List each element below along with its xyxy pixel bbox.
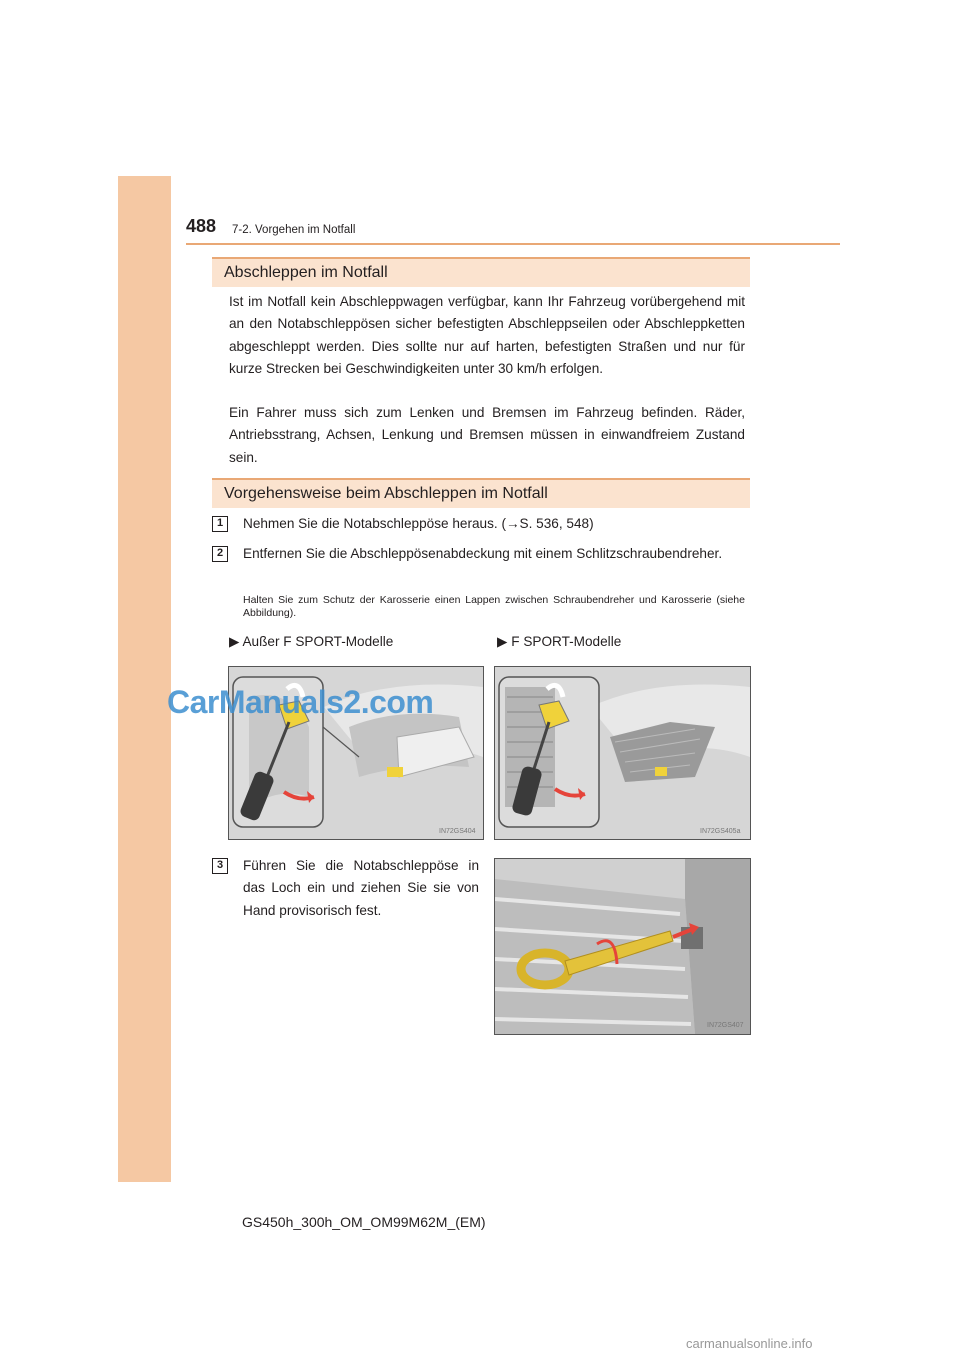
watermark-logo: CarManuals2.com [167,684,434,720]
page-number: 488 [186,216,217,236]
step-2-text: Entfernen Sie die Abschleppösenabdeckung mit einem Schlitzschraubendreher. [243,546,723,561]
figure-fsport-model [494,666,751,840]
bottom-watermark: carmanualsonline.info [686,1336,813,1351]
header-rule [186,243,840,245]
step-2-note: Halten Sie zum Schutz der Karosserie einen Lappen zwischen Schraubendreher und Karosserie (siehe Abbildung). [243,594,745,619]
heading-emergency-towing: Abschleppen im Notfall [212,257,750,287]
step-1-text: Nehmen Sie die Notabschleppöse heraus. (→S. 536, 548) [243,516,594,531]
figure-code-3: IN72GS407 [707,1022,744,1029]
variant-label-standard: ▶ Außer F SPORT-Modelle [229,634,394,649]
driver-paragraph: Ein Fahrer muss sich zum Lenken und Bremsen im Fahrzeug befinden. Räder, Antriebsstrang, Achsen, Lenkung und Bremsen müssen in einwandfreiem Zustand sein. [229,405,745,465]
step-number-3: 3 [212,858,228,874]
figure-code-2: IN72GS405a [700,828,741,835]
document-footer: GS450h_300h_OM_OM99M62M_(EM) [242,1214,486,1230]
heading-procedure: Vorgehensweise beim Abschleppen im Notfall [212,478,750,508]
figure-code-1: IN72GS404 [439,828,476,835]
figure-towing-eyelet [494,858,751,1035]
chapter-sidebar-tab [118,176,171,1182]
variant-label-fsport: ▶ F SPORT-Modelle [497,634,622,649]
step-number-2: 2 [212,546,228,562]
intro-paragraph: Ist im Notfall kein Abschleppwagen verfügbar, kann Ihr Fahrzeug vorübergehend mit an den Notabschleppösen sicher befestigten Abschleppseilen oder Abschleppketten abgeschleppt werden. Dies sollte nur auf harten, befestigten Straßen und nur für kurze Strecken bei Geschwindigkeiten unter 30 km/h erfolgen. [229,294,745,376]
step-3-text: Führen Sie die Notabschleppöse in das Loch ein und ziehen Sie sie von Hand provisorisch fest. [243,858,479,918]
step-number-1: 1 [212,516,228,532]
section-title: 7-2. Vorgehen im Notfall [232,224,356,236]
